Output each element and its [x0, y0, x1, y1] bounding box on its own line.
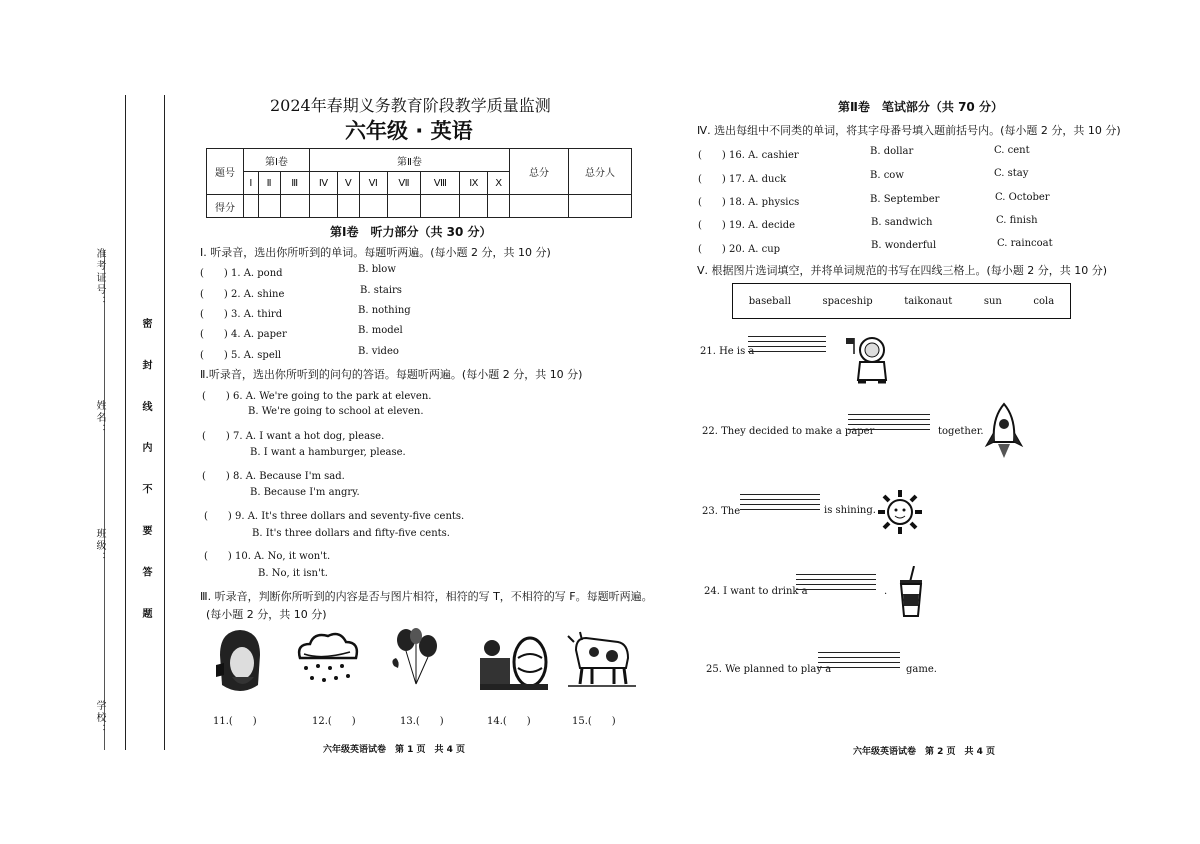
q19-a: ( ) 19. A. decide — [698, 220, 796, 231]
seal-text: 密 封 线 内 不 要 答 题 — [140, 318, 151, 633]
q3: ( ) 3. A. third — [200, 309, 283, 320]
q23-text: 23. The — [702, 506, 741, 517]
word-bank-item: baseball — [748, 295, 791, 307]
section2-title: Ⅱ.听录音，选出你所听到的问句的答语。每题听两遍。(每小题 2 分，共 10 分) — [200, 368, 583, 381]
score-cell[interactable] — [460, 195, 488, 218]
q8-b: B. Because I'm angry. — [250, 487, 360, 498]
part1-title: 第Ⅰ卷 听力部分（共 30 分） — [330, 225, 492, 239]
q21-writing-lines[interactable] — [748, 336, 826, 356]
q17-c: C. stay — [994, 168, 1029, 179]
q17-a: ( ) 17. A. duck — [698, 174, 787, 185]
binding-line-inner — [164, 95, 165, 750]
q2: ( ) 2. A. shine — [200, 289, 285, 300]
exam-subtitle: 六年级 · 英语 — [345, 119, 473, 143]
exam-title: 2024年春期义务教育阶段教学质量监测 — [270, 96, 551, 115]
score-table-part2: 第Ⅱ卷 — [309, 149, 509, 172]
word-bank-item: taikonaut — [904, 295, 953, 307]
score-cell[interactable] — [338, 195, 360, 218]
score-cell[interactable] — [244, 195, 259, 218]
section3-title-2: (每小题 2 分，共 10 分) — [206, 608, 327, 621]
class-label: 班级： — [94, 528, 105, 564]
q4-b: B. model — [358, 325, 403, 336]
q22-writing-lines[interactable] — [848, 414, 930, 434]
taikonaut-picture — [844, 332, 900, 388]
q22-text-end: together. — [938, 426, 984, 437]
score-table-q-label: 题号 — [207, 149, 244, 195]
score-cell[interactable] — [309, 195, 337, 218]
q25-text: 25. We planned to play a — [706, 664, 832, 675]
word-bank-item: cola — [1033, 295, 1055, 307]
q11-answer[interactable]: 11.( ) — [213, 716, 257, 727]
q24-writing-lines[interactable] — [796, 574, 876, 594]
rain-cloud-picture — [292, 630, 362, 690]
q25-text-end: game. — [906, 664, 937, 675]
balloons-picture — [386, 626, 448, 692]
spaceship-picture — [984, 402, 1024, 460]
section4-title: Ⅳ. 选出每组中不同类的单词，将其字母番号填入题前括号内。(每小题 2 分，共 10 分) — [697, 124, 1121, 137]
page1-footer: 六年级英语试卷 第 1 页 共 4 页 — [323, 745, 466, 755]
q7-a: ( ) 7. A. I want a hot dog, please. — [202, 431, 385, 442]
q15-answer[interactable]: 15.( ) — [572, 716, 616, 727]
q25-writing-lines[interactable] — [818, 652, 900, 672]
egg-basket-picture — [478, 628, 550, 692]
word-bank-item: sun — [983, 295, 1002, 307]
q10-a: ( ) 10. A. No, it won't. — [204, 551, 331, 562]
score-col: Ⅶ — [387, 172, 421, 195]
q20-a: ( ) 20. A. cup — [698, 244, 781, 255]
score-table-scorer: 总分人 — [569, 149, 632, 195]
sun-picture — [876, 488, 924, 536]
score-table-total: 总分 — [510, 149, 569, 195]
q24-text: 24. I want to drink a — [704, 586, 808, 597]
word-bank — [732, 283, 1071, 319]
q21-text: 21. He is a — [700, 346, 755, 357]
q1-b: B. blow — [358, 264, 396, 275]
q16-c: C. cent — [994, 145, 1030, 156]
q18-c: C. October — [995, 192, 1050, 203]
score-cell[interactable] — [569, 195, 632, 218]
q20-c: C. raincoat — [997, 238, 1053, 249]
q5: ( ) 5. A. spell — [200, 350, 282, 361]
school-label: 学校： — [94, 700, 105, 736]
q6-b: B. We're going to school at eleven. — [248, 406, 424, 417]
score-cell[interactable] — [359, 195, 387, 218]
cow-picture — [566, 628, 638, 690]
page2-footer: 六年级英语试卷 第 2 页 共 4 页 — [853, 747, 996, 757]
score-col: Ⅸ — [460, 172, 488, 195]
q13-answer[interactable]: 13.( ) — [400, 716, 444, 727]
q18-a: ( ) 18. A. physics — [698, 197, 800, 208]
q14-answer[interactable]: 14.( ) — [487, 716, 531, 727]
man-portrait-picture — [212, 625, 266, 697]
q16-a: ( ) 16. A. cashier — [698, 150, 799, 161]
section1-title: Ⅰ. 听录音，选出你所听到的单词。每题听两遍。(每小题 2 分，共 10 分) — [200, 246, 551, 259]
q6-a: ( ) 6. A. We're going to the park at eleven. — [202, 391, 432, 402]
score-cell[interactable] — [258, 195, 280, 218]
q22-text: 22. They decided to make a paper — [702, 426, 875, 437]
score-table-part1: 第Ⅰ卷 — [244, 149, 310, 172]
cola-picture — [896, 566, 926, 618]
q24-text-end: . — [884, 586, 888, 597]
score-col: Ⅷ — [421, 172, 460, 195]
q12-answer[interactable]: 12.( ) — [312, 716, 356, 727]
q19-b: B. sandwich — [871, 217, 933, 228]
score-col: Ⅰ — [244, 172, 259, 195]
section3-title: Ⅲ. 听录音，判断你所听到的内容是否与图片相符，相符的写 T，不相符的写 F。每题听两遍。 — [200, 590, 653, 603]
score-cell[interactable] — [280, 195, 309, 218]
score-table — [206, 148, 632, 218]
q19-c: C. finish — [996, 215, 1038, 226]
score-col: Ⅱ — [258, 172, 280, 195]
name-label: 姓名： — [94, 400, 105, 436]
q18-b: B. September — [870, 194, 940, 205]
q5-b: B. video — [358, 346, 399, 357]
q9-b: B. It's three dollars and fifty-five cents. — [252, 528, 450, 539]
q23-writing-lines[interactable] — [740, 494, 820, 514]
score-col: Ⅲ — [280, 172, 309, 195]
part2-title: 第Ⅱ卷 笔试部分（共 70 分） — [838, 100, 1003, 114]
q17-b: B. cow — [870, 170, 904, 181]
binding-line-left — [104, 250, 105, 750]
q9-a: ( ) 9. A. It's three dollars and seventy-five cents. — [204, 511, 465, 522]
q7-b: B. I want a hamburger, please. — [250, 447, 406, 458]
score-col: Ⅳ — [309, 172, 337, 195]
word-bank-item: spaceship — [822, 295, 873, 307]
q23-text-end: is shining. — [824, 505, 876, 516]
score-cell[interactable] — [421, 195, 460, 218]
score-cell[interactable] — [387, 195, 421, 218]
q20-b: B. wonderful — [871, 240, 937, 251]
score-col: Ⅹ — [488, 172, 510, 195]
q1: ( ) 1. A. pond — [200, 268, 283, 279]
score-cell[interactable] — [510, 195, 569, 218]
q2-b: B. stairs — [360, 285, 402, 296]
binding-line-outer — [125, 95, 126, 750]
score-table-s-label: 得分 — [207, 195, 244, 218]
score-cell[interactable] — [488, 195, 510, 218]
section5-title: Ⅴ. 根据图片选词填空，并将单词规范的书写在四线三格上。(每小题 2 分，共 10 分) — [697, 264, 1108, 277]
q16-b: B. dollar — [870, 146, 914, 157]
q4: ( ) 4. A. paper — [200, 329, 287, 340]
score-col: Ⅵ — [359, 172, 387, 195]
q3-b: B. nothing — [358, 305, 411, 316]
score-col: Ⅴ — [338, 172, 360, 195]
q10-b: B. No, it isn't. — [258, 568, 328, 579]
exam-id-label: 准考证号： — [94, 248, 105, 308]
q8-a: ( ) 8. A. Because I'm sad. — [202, 471, 345, 482]
